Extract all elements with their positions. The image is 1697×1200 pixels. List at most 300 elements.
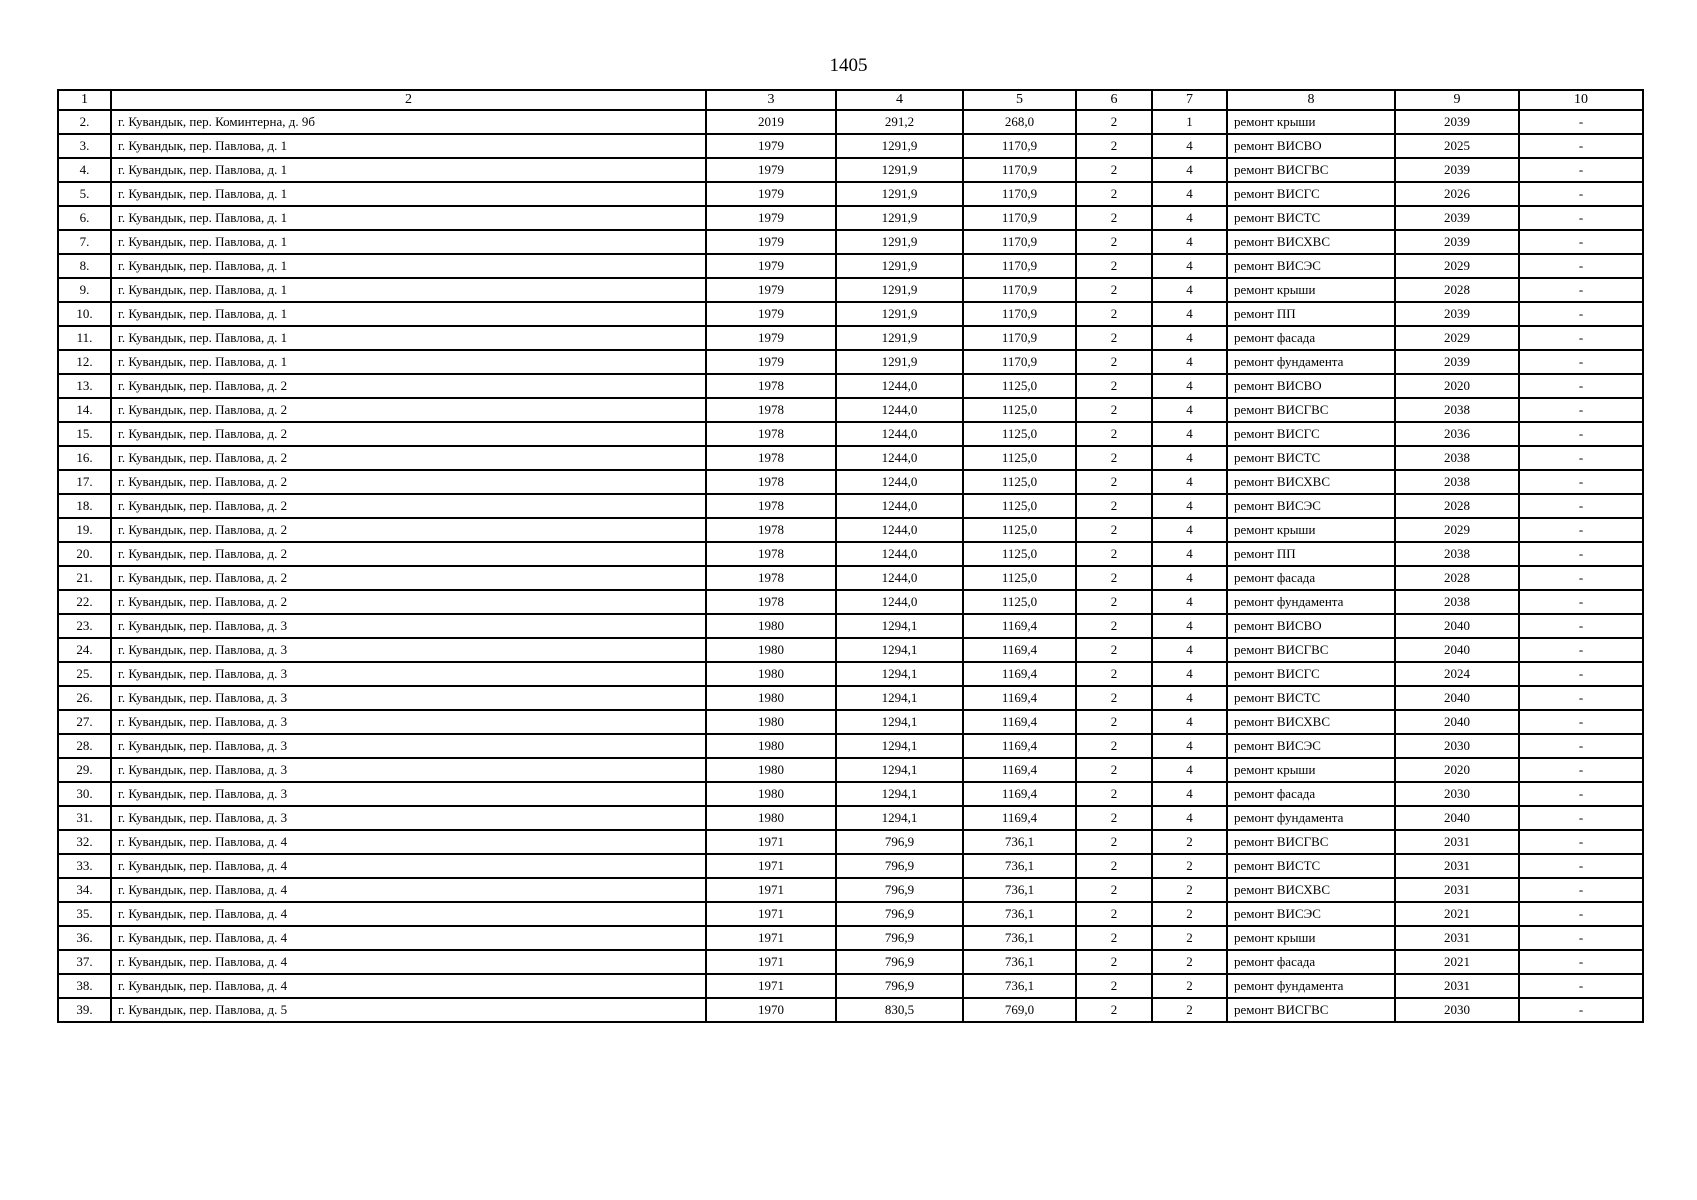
note-cell: - — [1519, 878, 1643, 902]
entrances-cell: 4 — [1152, 686, 1227, 710]
total-area-cell: 1294,1 — [836, 710, 963, 734]
floors-cell: 2 — [1076, 950, 1152, 974]
note-cell: - — [1519, 350, 1643, 374]
entrances-cell: 4 — [1152, 734, 1227, 758]
work-type-cell: ремонт ВИСГВС — [1227, 398, 1395, 422]
planned-year-cell: 2025 — [1395, 134, 1519, 158]
floors-cell: 2 — [1076, 422, 1152, 446]
work-type-cell: ремонт ВИСВО — [1227, 134, 1395, 158]
table-row — [58, 230, 1643, 254]
living-area-cell: 268,0 — [963, 110, 1076, 134]
floors-cell: 2 — [1076, 734, 1152, 758]
table-row — [58, 278, 1643, 302]
total-area-cell: 1244,0 — [836, 422, 963, 446]
planned-year-cell: 2039 — [1395, 110, 1519, 134]
planned-year-cell: 2036 — [1395, 422, 1519, 446]
floors-cell: 2 — [1076, 974, 1152, 998]
work-type-cell: ремонт ВИСВО — [1227, 614, 1395, 638]
living-area-cell: 1170,9 — [963, 350, 1076, 374]
row-number-cell: 39. — [58, 998, 111, 1022]
planned-year-cell: 2040 — [1395, 614, 1519, 638]
row-number-cell: 36. — [58, 926, 111, 950]
col-header-8: 8 — [1227, 90, 1395, 110]
address-cell: г. Кувандык, пер. Павлова, д. 1 — [111, 134, 706, 158]
total-area-cell: 1244,0 — [836, 446, 963, 470]
table-row — [58, 470, 1643, 494]
table-body — [58, 110, 1643, 1022]
table-row — [58, 494, 1643, 518]
total-area-cell: 1291,9 — [836, 350, 963, 374]
year-cell: 1980 — [706, 662, 836, 686]
total-area-cell: 1291,9 — [836, 326, 963, 350]
year-cell: 1970 — [706, 998, 836, 1022]
entrances-cell: 4 — [1152, 350, 1227, 374]
total-area-cell: 1291,9 — [836, 134, 963, 158]
total-area-cell: 1244,0 — [836, 398, 963, 422]
living-area-cell: 736,1 — [963, 878, 1076, 902]
floors-cell: 2 — [1076, 542, 1152, 566]
total-area-cell: 796,9 — [836, 830, 963, 854]
entrances-cell: 4 — [1152, 710, 1227, 734]
year-cell: 1978 — [706, 566, 836, 590]
planned-year-cell: 2028 — [1395, 494, 1519, 518]
note-cell: - — [1519, 998, 1643, 1022]
address-cell: г. Кувандык, пер. Павлова, д. 2 — [111, 542, 706, 566]
living-area-cell: 1125,0 — [963, 494, 1076, 518]
address-cell: г. Кувандык, пер. Павлова, д. 3 — [111, 662, 706, 686]
work-type-cell: ремонт крыши — [1227, 926, 1395, 950]
floors-cell: 2 — [1076, 710, 1152, 734]
entrances-cell: 4 — [1152, 494, 1227, 518]
row-number-cell: 4. — [58, 158, 111, 182]
planned-year-cell: 2028 — [1395, 566, 1519, 590]
note-cell: - — [1519, 254, 1643, 278]
floors-cell: 2 — [1076, 326, 1152, 350]
entrances-cell: 2 — [1152, 854, 1227, 878]
row-number-cell: 13. — [58, 374, 111, 398]
address-cell: г. Кувандык, пер. Павлова, д. 2 — [111, 494, 706, 518]
work-type-cell: ремонт фасада — [1227, 566, 1395, 590]
work-type-cell: ремонт фасада — [1227, 326, 1395, 350]
entrances-cell: 4 — [1152, 230, 1227, 254]
work-type-cell: ремонт ВИСХВС — [1227, 230, 1395, 254]
entrances-cell: 4 — [1152, 446, 1227, 470]
total-area-cell: 1294,1 — [836, 758, 963, 782]
work-type-cell: ремонт ВИСГС — [1227, 422, 1395, 446]
year-cell: 1971 — [706, 950, 836, 974]
table-row — [58, 326, 1643, 350]
living-area-cell: 1170,9 — [963, 206, 1076, 230]
note-cell: - — [1519, 302, 1643, 326]
total-area-cell: 796,9 — [836, 878, 963, 902]
total-area-cell: 1294,1 — [836, 614, 963, 638]
year-cell: 1978 — [706, 374, 836, 398]
page-number: 1405 — [829, 55, 868, 76]
row-number-cell: 16. — [58, 446, 111, 470]
address-cell: г. Кувандык, пер. Павлова, д. 5 — [111, 998, 706, 1022]
entrances-cell: 4 — [1152, 182, 1227, 206]
row-number-cell: 23. — [58, 614, 111, 638]
planned-year-cell: 2029 — [1395, 518, 1519, 542]
total-area-cell: 1294,1 — [836, 782, 963, 806]
year-cell: 1979 — [706, 278, 836, 302]
col-header-6: 6 — [1076, 90, 1152, 110]
table-row — [58, 374, 1643, 398]
entrances-cell: 4 — [1152, 638, 1227, 662]
address-cell: г. Кувандык, пер. Павлова, д. 1 — [111, 158, 706, 182]
year-cell: 1979 — [706, 326, 836, 350]
planned-year-cell: 2038 — [1395, 542, 1519, 566]
total-area-cell: 796,9 — [836, 926, 963, 950]
living-area-cell: 1125,0 — [963, 590, 1076, 614]
address-cell: г. Кувандык, пер. Павлова, д. 4 — [111, 926, 706, 950]
address-cell: г. Кувандык, пер. Павлова, д. 2 — [111, 590, 706, 614]
address-cell: г. Кувандык, пер. Павлова, д. 4 — [111, 830, 706, 854]
planned-year-cell: 2029 — [1395, 326, 1519, 350]
work-type-cell: ремонт фундамента — [1227, 806, 1395, 830]
address-cell: г. Кувандык, пер. Павлова, д. 3 — [111, 758, 706, 782]
living-area-cell: 1125,0 — [963, 470, 1076, 494]
row-number-cell: 27. — [58, 710, 111, 734]
total-area-cell: 1244,0 — [836, 566, 963, 590]
row-number-cell: 21. — [58, 566, 111, 590]
work-type-cell: ремонт ВИСГВС — [1227, 998, 1395, 1022]
total-area-cell: 1294,1 — [836, 638, 963, 662]
year-cell: 1980 — [706, 614, 836, 638]
address-cell: г. Кувандык, пер. Павлова, д. 1 — [111, 302, 706, 326]
note-cell: - — [1519, 734, 1643, 758]
floors-cell: 2 — [1076, 926, 1152, 950]
note-cell: - — [1519, 278, 1643, 302]
note-cell: - — [1519, 518, 1643, 542]
address-cell: г. Кувандык, пер. Павлова, д. 1 — [111, 182, 706, 206]
row-number-cell: 17. — [58, 470, 111, 494]
work-type-cell: ремонт ВИСХВС — [1227, 470, 1395, 494]
floors-cell: 2 — [1076, 446, 1152, 470]
work-type-cell: ремонт ВИСВО — [1227, 374, 1395, 398]
planned-year-cell: 2030 — [1395, 734, 1519, 758]
address-cell: г. Кувандык, пер. Павлова, д. 4 — [111, 878, 706, 902]
work-type-cell: ремонт крыши — [1227, 518, 1395, 542]
living-area-cell: 1125,0 — [963, 374, 1076, 398]
planned-year-cell: 2020 — [1395, 758, 1519, 782]
work-type-cell: ремонт ВИСГС — [1227, 662, 1395, 686]
living-area-cell: 1170,9 — [963, 134, 1076, 158]
planned-year-cell: 2040 — [1395, 686, 1519, 710]
note-cell: - — [1519, 398, 1643, 422]
living-area-cell: 1169,4 — [963, 734, 1076, 758]
table-row — [58, 806, 1643, 830]
living-area-cell: 736,1 — [963, 926, 1076, 950]
year-cell: 1979 — [706, 302, 836, 326]
note-cell: - — [1519, 758, 1643, 782]
note-cell: - — [1519, 230, 1643, 254]
work-type-cell: ремонт ВИСГВС — [1227, 158, 1395, 182]
year-cell: 1979 — [706, 350, 836, 374]
address-cell: г. Кувандык, пер. Павлова, д. 3 — [111, 614, 706, 638]
total-area-cell: 1294,1 — [836, 662, 963, 686]
planned-year-cell: 2021 — [1395, 950, 1519, 974]
address-cell: г. Кувандык, пер. Павлова, д. 2 — [111, 566, 706, 590]
table-row — [58, 902, 1643, 926]
row-number-cell: 24. — [58, 638, 111, 662]
note-cell: - — [1519, 566, 1643, 590]
floors-cell: 2 — [1076, 134, 1152, 158]
planned-year-cell: 2020 — [1395, 374, 1519, 398]
floors-cell: 2 — [1076, 854, 1152, 878]
address-cell: г. Кувандык, пер. Павлова, д. 1 — [111, 350, 706, 374]
entrances-cell: 4 — [1152, 662, 1227, 686]
work-type-cell: ремонт фасада — [1227, 782, 1395, 806]
address-cell: г. Кувандык, пер. Павлова, д. 3 — [111, 686, 706, 710]
entrances-cell: 4 — [1152, 806, 1227, 830]
note-cell: - — [1519, 470, 1643, 494]
year-cell: 1980 — [706, 734, 836, 758]
work-type-cell: ремонт ВИСТС — [1227, 854, 1395, 878]
table-row — [58, 998, 1643, 1022]
year-cell: 1980 — [706, 806, 836, 830]
row-number-cell: 7. — [58, 230, 111, 254]
living-area-cell: 1169,4 — [963, 686, 1076, 710]
address-cell: г. Кувандык, пер. Павлова, д. 1 — [111, 230, 706, 254]
floors-cell: 2 — [1076, 182, 1152, 206]
table-row — [58, 926, 1643, 950]
total-area-cell: 1294,1 — [836, 686, 963, 710]
living-area-cell: 1169,4 — [963, 758, 1076, 782]
living-area-cell: 736,1 — [963, 830, 1076, 854]
work-type-cell: ремонт ВИСХВС — [1227, 878, 1395, 902]
table-row — [58, 158, 1643, 182]
planned-year-cell: 2039 — [1395, 230, 1519, 254]
year-cell: 1980 — [706, 782, 836, 806]
work-type-cell: ремонт крыши — [1227, 278, 1395, 302]
table-row — [58, 302, 1643, 326]
note-cell: - — [1519, 326, 1643, 350]
col-header-5: 5 — [963, 90, 1076, 110]
entrances-cell: 4 — [1152, 326, 1227, 350]
year-cell: 1978 — [706, 494, 836, 518]
floors-cell: 2 — [1076, 350, 1152, 374]
living-area-cell: 1125,0 — [963, 422, 1076, 446]
col-header-2: 2 — [111, 90, 706, 110]
table-row — [58, 638, 1643, 662]
address-cell: г. Кувандык, пер. Павлова, д. 2 — [111, 518, 706, 542]
address-cell: г. Кувандык, пер. Павлова, д. 1 — [111, 206, 706, 230]
entrances-cell: 4 — [1152, 374, 1227, 398]
year-cell: 1980 — [706, 710, 836, 734]
entrances-cell: 4 — [1152, 398, 1227, 422]
year-cell: 1971 — [706, 830, 836, 854]
work-type-cell: ремонт ВИСЭС — [1227, 902, 1395, 926]
table-row — [58, 110, 1643, 134]
address-cell: г. Кувандык, пер. Павлова, д. 3 — [111, 710, 706, 734]
row-number-cell: 31. — [58, 806, 111, 830]
year-cell: 1979 — [706, 134, 836, 158]
address-cell: г. Кувандык, пер. Павлова, д. 1 — [111, 326, 706, 350]
row-number-cell: 28. — [58, 734, 111, 758]
planned-year-cell: 2038 — [1395, 446, 1519, 470]
row-number-cell: 25. — [58, 662, 111, 686]
table-row — [58, 686, 1643, 710]
row-number-cell: 35. — [58, 902, 111, 926]
total-area-cell: 1244,0 — [836, 494, 963, 518]
living-area-cell: 1169,4 — [963, 614, 1076, 638]
floors-cell: 2 — [1076, 782, 1152, 806]
entrances-cell: 2 — [1152, 830, 1227, 854]
total-area-cell: 1244,0 — [836, 542, 963, 566]
note-cell: - — [1519, 806, 1643, 830]
table-row — [58, 422, 1643, 446]
row-number-cell: 8. — [58, 254, 111, 278]
address-cell: г. Кувандык, пер. Павлова, д. 3 — [111, 806, 706, 830]
year-cell: 1971 — [706, 902, 836, 926]
living-area-cell: 1125,0 — [963, 398, 1076, 422]
table-row — [58, 614, 1643, 638]
year-cell: 1979 — [706, 182, 836, 206]
work-type-cell: ремонт ВИСТС — [1227, 446, 1395, 470]
total-area-cell: 1244,0 — [836, 374, 963, 398]
planned-year-cell: 2028 — [1395, 278, 1519, 302]
total-area-cell: 291,2 — [836, 110, 963, 134]
table-row — [58, 782, 1643, 806]
table-row — [58, 518, 1643, 542]
floors-cell: 2 — [1076, 158, 1152, 182]
table-row — [58, 134, 1643, 158]
note-cell: - — [1519, 902, 1643, 926]
work-type-cell: ремонт ВИСЭС — [1227, 254, 1395, 278]
address-cell: г. Кувандык, пер. Павлова, д. 3 — [111, 638, 706, 662]
year-cell: 1971 — [706, 974, 836, 998]
table-row — [58, 710, 1643, 734]
entrances-cell: 4 — [1152, 590, 1227, 614]
floors-cell: 2 — [1076, 830, 1152, 854]
living-area-cell: 769,0 — [963, 998, 1076, 1022]
work-type-cell: ремонт ВИСЭС — [1227, 734, 1395, 758]
planned-year-cell: 2026 — [1395, 182, 1519, 206]
entrances-cell: 2 — [1152, 902, 1227, 926]
entrances-cell: 2 — [1152, 974, 1227, 998]
floors-cell: 2 — [1076, 998, 1152, 1022]
floors-cell: 2 — [1076, 230, 1152, 254]
work-type-cell: ремонт фундамента — [1227, 350, 1395, 374]
row-number-cell: 34. — [58, 878, 111, 902]
table-row — [58, 254, 1643, 278]
entrances-cell: 2 — [1152, 950, 1227, 974]
year-cell: 1978 — [706, 446, 836, 470]
planned-year-cell: 2031 — [1395, 830, 1519, 854]
living-area-cell: 1170,9 — [963, 182, 1076, 206]
floors-cell: 2 — [1076, 494, 1152, 518]
address-cell: г. Кувандык, пер. Павлова, д. 2 — [111, 470, 706, 494]
work-type-cell: ремонт ВИСГВС — [1227, 830, 1395, 854]
note-cell: - — [1519, 446, 1643, 470]
total-area-cell: 1291,9 — [836, 278, 963, 302]
total-area-cell: 1291,9 — [836, 182, 963, 206]
floors-cell: 2 — [1076, 590, 1152, 614]
col-header-7: 7 — [1152, 90, 1227, 110]
total-area-cell: 796,9 — [836, 950, 963, 974]
total-area-cell: 1291,9 — [836, 254, 963, 278]
year-cell: 1980 — [706, 638, 836, 662]
note-cell: - — [1519, 926, 1643, 950]
floors-cell: 2 — [1076, 518, 1152, 542]
year-cell: 1978 — [706, 470, 836, 494]
entrances-cell: 2 — [1152, 926, 1227, 950]
planned-year-cell: 2030 — [1395, 998, 1519, 1022]
table-row — [58, 662, 1643, 686]
table-row — [58, 206, 1643, 230]
note-cell: - — [1519, 782, 1643, 806]
living-area-cell: 1170,9 — [963, 278, 1076, 302]
year-cell: 1978 — [706, 398, 836, 422]
work-type-cell: ремонт ВИСЭС — [1227, 494, 1395, 518]
header-row — [58, 90, 1643, 110]
table-row — [58, 734, 1643, 758]
note-cell: - — [1519, 110, 1643, 134]
note-cell: - — [1519, 638, 1643, 662]
living-area-cell: 1170,9 — [963, 326, 1076, 350]
total-area-cell: 1291,9 — [836, 158, 963, 182]
entrances-cell: 4 — [1152, 758, 1227, 782]
floors-cell: 2 — [1076, 302, 1152, 326]
row-number-cell: 14. — [58, 398, 111, 422]
living-area-cell: 1170,9 — [963, 254, 1076, 278]
living-area-cell: 1170,9 — [963, 230, 1076, 254]
floors-cell: 2 — [1076, 398, 1152, 422]
work-type-cell: ремонт ПП — [1227, 542, 1395, 566]
year-cell: 1979 — [706, 158, 836, 182]
table-row — [58, 854, 1643, 878]
planned-year-cell: 2040 — [1395, 710, 1519, 734]
year-cell: 1979 — [706, 206, 836, 230]
col-header-9: 9 — [1395, 90, 1519, 110]
floors-cell: 2 — [1076, 278, 1152, 302]
total-area-cell: 1294,1 — [836, 806, 963, 830]
year-cell: 1978 — [706, 590, 836, 614]
note-cell: - — [1519, 614, 1643, 638]
planned-year-cell: 2031 — [1395, 974, 1519, 998]
entrances-cell: 4 — [1152, 566, 1227, 590]
address-cell: г. Кувандык, пер. Павлова, д. 4 — [111, 974, 706, 998]
row-number-cell: 19. — [58, 518, 111, 542]
note-cell: - — [1519, 854, 1643, 878]
row-number-cell: 11. — [58, 326, 111, 350]
floors-cell: 2 — [1076, 110, 1152, 134]
entrances-cell: 4 — [1152, 614, 1227, 638]
floors-cell: 2 — [1076, 758, 1152, 782]
note-cell: - — [1519, 158, 1643, 182]
planned-year-cell: 2030 — [1395, 782, 1519, 806]
total-area-cell: 1291,9 — [836, 206, 963, 230]
row-number-cell: 37. — [58, 950, 111, 974]
work-type-cell: ремонт ВИСТС — [1227, 686, 1395, 710]
entrances-cell: 2 — [1152, 878, 1227, 902]
planned-year-cell: 2031 — [1395, 878, 1519, 902]
planned-year-cell: 2038 — [1395, 470, 1519, 494]
table-row — [58, 758, 1643, 782]
entrances-cell: 4 — [1152, 158, 1227, 182]
floors-cell: 2 — [1076, 374, 1152, 398]
planned-year-cell: 2038 — [1395, 398, 1519, 422]
entrances-cell: 1 — [1152, 110, 1227, 134]
note-cell: - — [1519, 950, 1643, 974]
address-cell: г. Кувандык, пер. Павлова, д. 2 — [111, 398, 706, 422]
address-cell: г. Кувандык, пер. Коминтерна, д. 9б — [111, 110, 706, 134]
row-number-cell: 22. — [58, 590, 111, 614]
entrances-cell: 4 — [1152, 278, 1227, 302]
floors-cell: 2 — [1076, 566, 1152, 590]
address-cell: г. Кувандык, пер. Павлова, д. 1 — [111, 254, 706, 278]
